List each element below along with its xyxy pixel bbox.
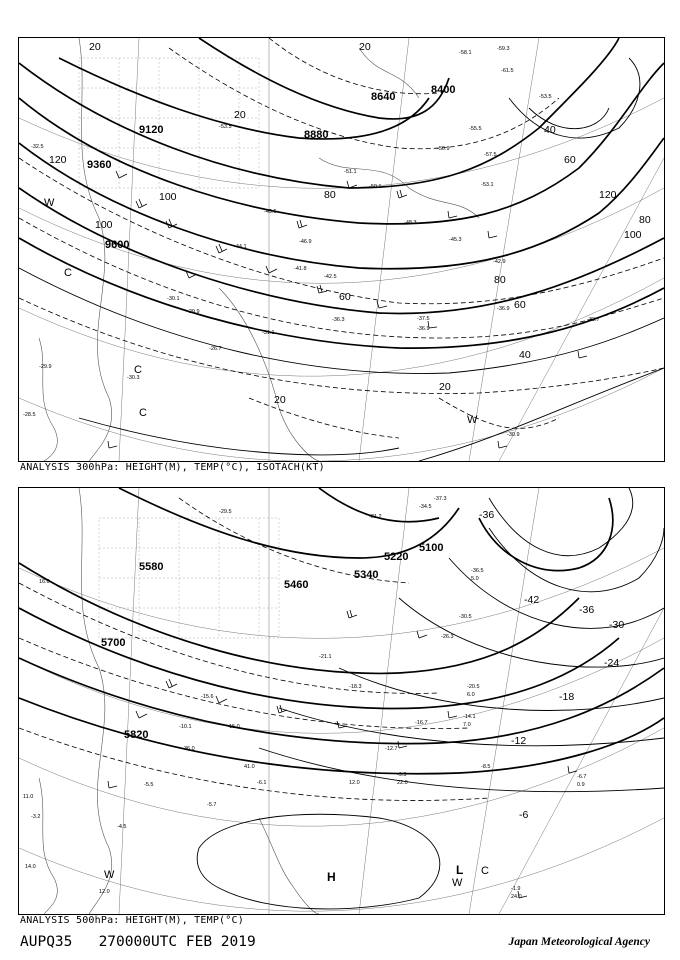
cold-center-label: C <box>139 407 147 419</box>
station-label: -12.7 <box>385 746 398 752</box>
height-labels <box>101 542 443 741</box>
agency-credit: Japan Meteorological Agency <box>508 936 650 948</box>
isotach-labels <box>49 41 651 406</box>
temp-label: -31.1 <box>262 330 275 336</box>
height-label: 5340 <box>354 569 379 581</box>
temp-label: -42.9 <box>493 259 506 265</box>
temp-label: -42.5 <box>324 274 337 280</box>
isotach-label: 100 <box>159 191 177 203</box>
station-label: 7.0 <box>463 722 471 728</box>
station-label: 16.0 <box>39 579 50 585</box>
station-label: -5.5 <box>144 782 154 788</box>
stippled-region <box>99 518 279 638</box>
station-label: -34.5 <box>419 504 432 510</box>
temp-label: -45.3 <box>449 237 462 243</box>
cold-center-label: C <box>64 267 72 279</box>
temp-label: -30.9 <box>507 432 520 438</box>
temp-label: -33.7 <box>587 317 600 323</box>
temp-label: -51.1 <box>344 169 357 175</box>
isotach-label: 80 <box>324 189 336 201</box>
temp-label: -59.3 <box>497 46 510 52</box>
temp-label: -48.3 <box>404 220 417 226</box>
station-label: -31.2 <box>369 514 382 520</box>
temp-label: -53.1 <box>481 182 494 188</box>
station-label: -16.7 <box>415 720 428 726</box>
isotach-label: 100 <box>624 229 642 241</box>
isotach-label: 20 <box>359 41 371 53</box>
station-label: 6.0 <box>467 692 475 698</box>
station-label: -18.3 <box>349 684 362 690</box>
temp-contour-label: -24 <box>604 657 620 669</box>
temp-label: -36.9 <box>417 326 430 332</box>
temp-label: -29.9 <box>187 309 200 315</box>
temp-contour-label: -6 <box>519 809 529 821</box>
station-label: 0.9 <box>577 782 585 788</box>
temp-label: -44.1 <box>234 244 247 250</box>
station-label: -15.6 <box>201 694 214 700</box>
caption-300hpa: ANALYSIS 300hPa: HEIGHT(M), TEMP(°C), ISOTACH(KT) <box>20 462 325 473</box>
isotach-label: 60 <box>514 299 526 311</box>
low-pressure-label: L <box>456 863 464 877</box>
temp-contour-label: -18 <box>559 691 575 703</box>
isotach-label: 60 <box>564 154 576 166</box>
station-label: -6.7 <box>577 774 587 780</box>
height-label: 8640 <box>371 91 396 103</box>
station-label: -10.1 <box>179 724 192 730</box>
height-label: 5820 <box>124 729 149 741</box>
temperature-contour-labels <box>479 509 624 821</box>
height-label: 5220 <box>384 551 409 563</box>
isotach-label: 100 <box>95 219 113 231</box>
temp-label: -50.9 <box>437 146 450 152</box>
station-label: 41.0 <box>244 764 255 770</box>
height-label: 9360 <box>87 159 112 171</box>
temp-label: -30.3 <box>127 375 140 381</box>
temp-label: -32.5 <box>31 144 44 150</box>
isotach-label: 80 <box>494 274 506 286</box>
height-contours <box>19 488 664 774</box>
height-label: 5100 <box>419 542 444 554</box>
station-label: 11.0 <box>23 794 34 800</box>
cold-center-label: C <box>481 865 489 877</box>
height-label: 5700 <box>101 637 126 649</box>
height-label: 9120 <box>139 124 164 136</box>
temp-label: -30.1 <box>167 296 180 302</box>
temp-label: -46.9 <box>299 239 312 245</box>
station-label: -3.2 <box>31 814 41 820</box>
station-label: -9.5 <box>397 772 407 778</box>
station-label: -36.5 <box>471 568 484 574</box>
isotach-label: 60 <box>339 291 351 303</box>
station-label: -6.1 <box>257 780 267 786</box>
pressure-system-labels <box>44 197 478 426</box>
temp-label: -61.5 <box>501 68 514 74</box>
temp-label: -53.5 <box>219 124 232 130</box>
station-label: 12.0 <box>349 780 360 786</box>
isotach-label: 120 <box>49 154 67 166</box>
station-label: 5.0 <box>471 576 479 582</box>
station-label: -37.3 <box>434 496 447 502</box>
isotach-label: 120 <box>599 189 617 201</box>
pressure-system-labels <box>104 863 489 889</box>
temp-label: -50.1 <box>369 184 382 190</box>
temp-label: -36.9 <box>497 306 510 312</box>
station-label: 22.0 <box>397 780 408 786</box>
temp-contour-label: -30 <box>609 619 625 631</box>
temp-contour-label: -12 <box>511 735 527 747</box>
temp-label: -26.7 <box>209 346 222 352</box>
isotach-contours <box>19 58 664 461</box>
station-label: -29.5 <box>219 509 232 515</box>
station-label: -8.5 <box>481 764 491 770</box>
high-pressure-label: H <box>327 870 336 884</box>
height-labels <box>87 84 455 251</box>
height-label: 9600 <box>105 239 130 251</box>
temp-contour-label: -42 <box>524 594 540 606</box>
chart-identifier: AUPQ35 270000UTC FEB 2019 <box>20 934 256 950</box>
station-label: 14.0 <box>25 864 36 870</box>
station-label: -30.5 <box>459 614 472 620</box>
isotach-label: 40 <box>519 349 531 361</box>
analysis-300hpa-map <box>18 37 665 462</box>
warm-center-label: W <box>44 197 55 209</box>
height-label: 8880 <box>304 129 329 141</box>
warm-center-label: W <box>104 869 115 881</box>
warm-center-label: W <box>452 877 463 889</box>
station-label: 12.0 <box>99 889 110 895</box>
analysis-500hpa-map <box>18 487 665 915</box>
station-label: 36.0 <box>184 746 195 752</box>
isotach-label: 80 <box>639 214 651 226</box>
temp-label: -55.5 <box>469 126 482 132</box>
temp-label: -37.5 <box>417 316 430 322</box>
map-500hpa-svg <box>19 488 664 914</box>
temp-label: -36.3 <box>332 317 345 323</box>
temp-label: -29.9 <box>39 364 52 370</box>
station-labels <box>23 496 586 900</box>
temp-label: -57.5 <box>484 152 497 158</box>
station-label: -26.3 <box>441 634 454 640</box>
isotach-label: 40 <box>544 124 556 136</box>
station-label: -21.1 <box>319 654 332 660</box>
temp-label: -41.8 <box>294 266 307 272</box>
station-label: -5.7 <box>207 802 217 808</box>
station-label: 15.0 <box>229 724 240 730</box>
caption-500hpa: ANALYSIS 500hPa: HEIGHT(M), TEMP(°C) <box>20 915 244 926</box>
isotach-label: 20 <box>234 109 246 121</box>
temp-label: -49.5 <box>264 209 277 215</box>
height-label: 8400 <box>431 84 456 96</box>
isotach-label: 20 <box>274 394 286 406</box>
station-label: -14.1 <box>463 714 476 720</box>
height-label: 5580 <box>139 561 164 573</box>
temp-label: -28.5 <box>23 412 36 418</box>
station-label: 24.0 <box>511 894 522 900</box>
station-label: -20.5 <box>467 684 480 690</box>
temp-label: -53.5 <box>539 94 552 100</box>
isotach-label: 20 <box>439 381 451 393</box>
temp-contour-label: -36 <box>479 509 495 521</box>
wind-barbs <box>108 610 577 898</box>
warm-center-label: W <box>467 414 478 426</box>
temp-contour-label: -36 <box>579 604 595 616</box>
cold-center-label: C <box>134 364 142 376</box>
station-label: -1.9 <box>511 886 521 892</box>
temp-label: -58.1 <box>459 50 472 56</box>
isotach-label: 20 <box>89 41 101 53</box>
station-label: -4.5 <box>117 824 127 830</box>
map-300hpa-svg <box>19 38 664 461</box>
isotherm-contours <box>19 38 664 438</box>
height-label: 5460 <box>284 579 309 591</box>
